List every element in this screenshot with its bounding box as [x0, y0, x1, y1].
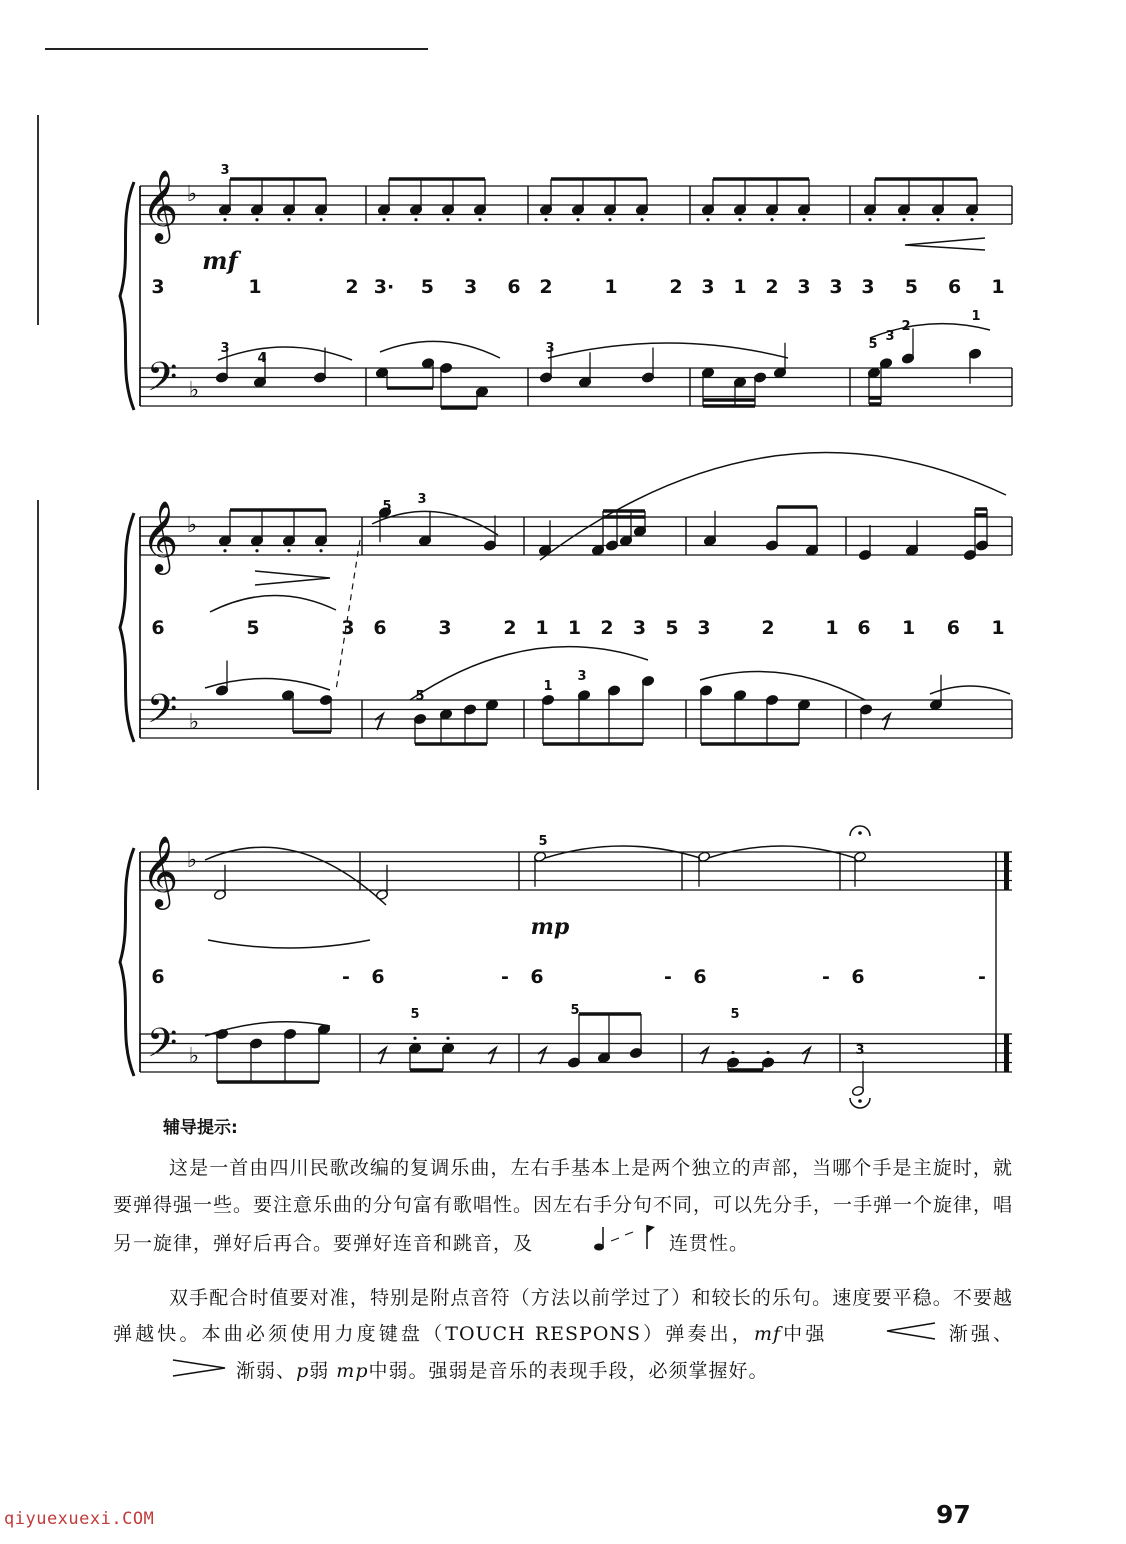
bass-staff	[140, 700, 1012, 738]
tutoring-notes	[113, 1113, 1013, 1391]
note	[761, 1051, 774, 1070]
note	[853, 851, 866, 887]
treble-clef-icon: 𝄞	[141, 168, 179, 241]
note	[439, 362, 452, 408]
staccato-dot	[936, 218, 939, 221]
flat-icon: ♭	[188, 1044, 200, 1069]
treble-staff	[140, 852, 1012, 890]
treble-clef-icon: 𝄞	[141, 834, 179, 907]
rest-icon	[488, 1048, 496, 1064]
jianpu-number: 6	[373, 617, 387, 639]
fingering: 3	[577, 669, 587, 684]
staccato-dot	[731, 1051, 734, 1054]
note	[313, 348, 326, 384]
jianpu-number: 6	[151, 617, 165, 639]
note	[859, 704, 872, 740]
jianpu-number: -	[501, 966, 509, 988]
jianpu-number: 6	[507, 276, 521, 298]
crescendo-hairpin	[905, 238, 985, 250]
fingering: 3	[220, 341, 230, 356]
jianpu-number: 6	[851, 966, 865, 988]
flat-icon: ♭	[186, 848, 198, 873]
note	[733, 690, 746, 744]
flat-icon: ♭	[186, 513, 198, 538]
staccato-dot	[576, 218, 579, 221]
jianpu-number: 3	[861, 276, 875, 298]
jianpu-number: 6	[693, 966, 707, 988]
bass-clef-icon: 𝄢	[146, 354, 178, 410]
jianpu-number: 2	[345, 276, 359, 298]
jianpu-number: 1	[991, 276, 1005, 298]
staccato-dot	[738, 218, 741, 221]
staccato-dot	[706, 218, 709, 221]
note	[597, 1014, 610, 1063]
slur	[210, 595, 336, 612]
fingering: 3	[417, 492, 427, 507]
fingering: 5	[730, 1007, 740, 1022]
staccato-dot	[287, 549, 290, 552]
staccato-dot	[802, 218, 805, 221]
note	[858, 525, 871, 561]
jianpu-number: 3	[797, 276, 811, 298]
note	[851, 1061, 864, 1097]
staccato-dot	[287, 218, 290, 221]
treble-staff	[140, 186, 1012, 224]
jianpu-number: 5	[246, 617, 260, 639]
staccato-dot	[255, 549, 258, 552]
note	[641, 348, 654, 384]
jianpu-number: 3	[464, 276, 478, 298]
rest-icon	[538, 1048, 546, 1064]
jianpu-number: 1	[902, 617, 916, 639]
jianpu-number: 1	[991, 617, 1005, 639]
slur	[548, 343, 788, 358]
treble-staff	[140, 517, 1012, 555]
fingering: 5	[410, 1007, 420, 1022]
note	[697, 851, 710, 887]
jianpu-number: 2	[761, 617, 775, 639]
note	[213, 865, 226, 901]
note	[905, 520, 918, 556]
note	[726, 1051, 739, 1070]
note	[699, 685, 712, 744]
jianpu-number: 6	[530, 966, 544, 988]
jianpu-number: 3	[341, 617, 355, 639]
fingering: 5	[382, 499, 392, 514]
jianpu-number: -	[342, 966, 350, 988]
fingering: 2	[901, 319, 911, 334]
note	[773, 343, 786, 379]
fingering: 3	[855, 1043, 865, 1058]
staccato-dot	[319, 549, 322, 552]
notes-heading: 辅导提示:	[163, 1118, 238, 1138]
rest-icon	[882, 714, 890, 730]
dynamic-mf: mf	[202, 246, 238, 275]
jianpu-number: 1	[535, 617, 549, 639]
notes-paragraph-1: 这是一首由四川民歌改编的复调乐曲，左右手基本上是两个独立的声部，当哪个手是主旋时，就要弹得强一些。要注意乐曲的分句富有歌唱性。因左右手分句不同，可以先分手，一手弹一个旋律，唱另一旋律，弹好后再合。要弹好连音和跳音，及 连贯性。	[113, 1150, 1013, 1266]
jianpu-number: 1	[248, 276, 262, 298]
brace-icon	[120, 182, 134, 410]
slur	[208, 940, 370, 948]
slur	[700, 672, 865, 700]
staccato-dot	[608, 218, 611, 221]
treble-clef-icon: 𝄞	[141, 499, 179, 572]
note	[753, 372, 766, 406]
staccato-dot	[766, 1051, 769, 1054]
jianpu-number: 3	[632, 617, 647, 639]
staccato-dot	[446, 1037, 449, 1040]
rest-icon	[802, 1048, 810, 1064]
jianpu-number: 2	[669, 276, 683, 298]
staccato-dot	[382, 218, 385, 221]
fingering: 1	[971, 309, 981, 324]
jianpu-number: 2	[600, 617, 614, 639]
flat-icon: ♭	[188, 378, 200, 403]
staccato-dot	[544, 218, 547, 221]
jianpu-number: 3·	[373, 276, 395, 298]
note	[249, 1038, 262, 1082]
staccato-dot	[902, 218, 905, 221]
note	[533, 851, 546, 887]
fingering: 5	[538, 834, 548, 849]
rest-icon	[700, 1048, 708, 1064]
page-number: 97	[936, 1500, 971, 1529]
staccato-dot	[413, 1037, 416, 1040]
fingering: 3	[545, 341, 555, 356]
jianpu-number: 1	[567, 617, 582, 639]
staccato-dot	[640, 218, 643, 221]
bass-clef-icon: 𝄢	[146, 1020, 178, 1076]
rest-icon	[375, 714, 383, 730]
jianpu-number: 6	[371, 966, 385, 988]
voice-line	[336, 540, 360, 690]
final-barline	[1004, 1034, 1009, 1072]
watermark: qiyuexuexi.COM	[4, 1509, 155, 1529]
staccato-dot	[478, 218, 481, 221]
jianpu-number: 3	[701, 276, 715, 298]
note	[629, 1014, 642, 1059]
jianpu-number: 2	[539, 276, 553, 298]
jianpu-number: 3	[829, 276, 843, 298]
note	[485, 699, 498, 744]
note	[215, 661, 228, 697]
staccato-dot	[319, 218, 322, 221]
slur	[205, 847, 386, 905]
jianpu-number: 3	[697, 617, 711, 639]
jianpu-number: 5	[904, 276, 918, 298]
jianpu-number: 6	[948, 276, 962, 298]
fingering: 5	[570, 1003, 580, 1018]
jianpu-number: 1	[825, 617, 839, 639]
note	[439, 709, 452, 744]
fingering: 5	[415, 689, 425, 704]
flat-icon: ♭	[186, 182, 198, 207]
note	[578, 352, 591, 388]
jianpu-number: -	[822, 966, 830, 988]
note	[215, 1028, 228, 1082]
jianpu-number: 6	[946, 617, 960, 639]
note	[421, 358, 434, 388]
decrescendo-hairpin	[255, 571, 330, 585]
staccato-dot	[223, 218, 226, 221]
slur	[380, 341, 500, 358]
jianpu-number: 5	[665, 617, 679, 639]
note	[703, 511, 716, 547]
staccato-dot	[770, 218, 773, 221]
fingering: 3	[885, 329, 895, 344]
jianpu-number: 2	[503, 617, 517, 639]
jianpu-number: 6	[857, 617, 871, 639]
fingering: 1	[543, 679, 553, 694]
crescendo-icon	[827, 1317, 939, 1354]
jianpu-number: 6	[151, 966, 165, 988]
note	[319, 694, 332, 732]
notes-paragraph-2: 双手配合时值要对准，特别是附点音符（方法以前学过了）和较长的乐句。速度要平稳。不要越弹越快。本曲必须使用力度键盘（TOUCH RESPONS）弹奏出，mf中强 渐强、 渐弱、p弱 mp中弱。强弱是音乐的表现手段，必须掌握好。	[113, 1280, 1013, 1391]
jianpu-number: 3	[151, 276, 165, 298]
note	[633, 511, 646, 537]
note	[577, 690, 590, 744]
fermata-dot	[858, 1099, 862, 1103]
note	[538, 520, 551, 556]
jianpu-number: -	[664, 966, 672, 988]
note	[567, 1014, 580, 1068]
note	[765, 507, 778, 551]
dynamic-mp: mp	[530, 914, 570, 940]
jianpu-number: -	[978, 966, 986, 988]
rest-icon	[378, 1048, 386, 1064]
note	[281, 690, 294, 732]
brace-icon	[120, 513, 134, 742]
brace-icon	[120, 848, 134, 1076]
staccato-dot	[868, 218, 871, 221]
staccato-dot	[414, 218, 417, 221]
jianpu-number: 1	[733, 276, 747, 298]
note	[283, 1028, 296, 1082]
jianpu-number: 1	[604, 276, 618, 298]
fermata-dot	[858, 831, 862, 835]
note	[418, 511, 431, 547]
legato-staccato-symbol-icon	[533, 1223, 669, 1266]
final-barline	[1004, 852, 1009, 890]
jianpu-number: 5	[420, 276, 434, 298]
slur	[930, 686, 1010, 694]
staccato-dot	[970, 218, 973, 221]
note	[968, 348, 981, 384]
bass-clef-icon: 𝄢	[146, 686, 178, 742]
slur	[372, 511, 498, 535]
note	[805, 507, 818, 556]
slur	[218, 347, 352, 360]
fingering: 5	[868, 337, 878, 352]
staccato-dot	[223, 549, 226, 552]
fingering: 3	[220, 163, 230, 178]
staccato-dot	[446, 218, 449, 221]
jianpu-number: 3	[438, 617, 452, 639]
staccato-dot	[255, 218, 258, 221]
flat-icon: ♭	[188, 710, 200, 735]
note	[375, 865, 388, 901]
fingering: 4	[257, 351, 267, 366]
note	[607, 685, 620, 744]
jianpu-number: 2	[765, 276, 779, 298]
decrescendo-icon	[113, 1354, 229, 1391]
note	[797, 699, 810, 744]
